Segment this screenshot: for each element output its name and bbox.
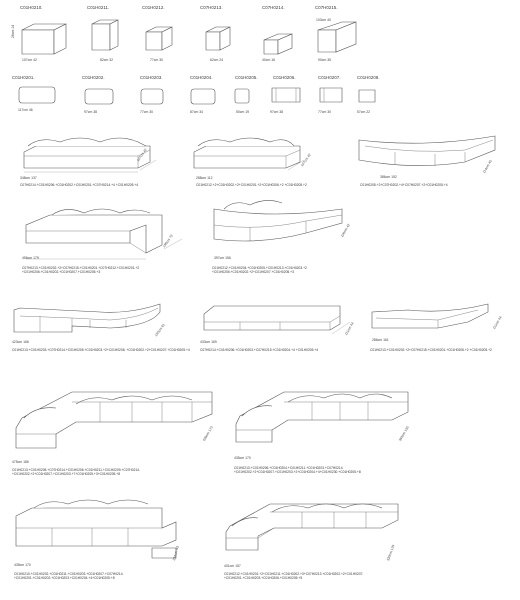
configuration-caption: C01H0212.+C01H0201.+2+C01H0211.+C01H0202.+3+C07H0213.+C01H0202.+2+C01H0207. +C01H0201.+C01H0203.+C01H0206.+C01H0205.+5 [224, 572, 364, 581]
configuration-caption: C07H0213.+C01H0202.+2+C07H0215.+C01H0201.+C07H0212.+C01H0201.+2 +C01H0206.+C01H0202.+C01H0207.+C01H0205.+3 [22, 266, 140, 275]
sofa-drawing [20, 128, 170, 176]
depth-dimension: 114cm 45 [482, 159, 493, 174]
configuration-caption: C01H0213.+C01H0205.+C07H0214.+C01H0206.+C01H0211.+C01H0209.+C07H0214. +C01H0202.+2+C01H0207.+C01H0203.+7+C01H0205.+3+C01H0205.+8 [12, 468, 141, 477]
depth-dimension: 107cm 42 [136, 147, 148, 163]
module-drawing [357, 88, 379, 108]
width-dimension: 433cm 169 [200, 340, 217, 344]
sofa-drawing [12, 378, 222, 458]
depth-dimension: 330cm 129 [386, 544, 396, 562]
width-dimension: 475cm 186 [12, 460, 29, 464]
module-dimension: 90cm 35 [318, 58, 332, 62]
configuration-caption: C01H0210.+C01H0202.+C01H0211.+C01H0203.+C01H0207.+C07H0214. +C01H0201.+C01H0202.+C01H0203.+C01H0204.+4+C01H0205.+8 [14, 572, 124, 581]
sofa-drawing [22, 205, 192, 259]
module-dimension: 77cm 30 [150, 58, 164, 62]
configuration-caption: C01H0212.+2+C01H0202.+2+C01H0201.+2+C01H0206.+2 +C01H0205.+2 [196, 183, 307, 187]
depth-dimension: 155cm 61 [154, 322, 166, 338]
module-code: C01H0205. [235, 75, 258, 80]
sofa-drawing [190, 130, 320, 176]
sofa-drawing [232, 380, 422, 454]
module-code: C07H0214. [262, 5, 285, 10]
configuration-caption: C01H0213.+C01H0203.+C07H0214.+C01H0205.+C01H0203.+2+C01H0208. +C01H0202.+2+C01H0207.+C01H0205.+4 [12, 348, 190, 352]
width-dimension: 288cm 112 [196, 176, 213, 180]
module-dimension: 97cm 38 [270, 110, 284, 114]
module-code: C01H0210. [20, 5, 43, 10]
width-dimension: 435cm 170 [234, 456, 251, 460]
module-drawing [316, 18, 376, 58]
module-code: C01H0208. [357, 75, 380, 80]
depth-dimension: 107cm 42 [300, 152, 312, 168]
module-dimension: 77cm 30 [318, 110, 332, 114]
configuration-caption: C01H0213.+C01H0202.+2+C07H0215.+C01H0201.+C01H0206.+2 +C01H0205.+2 [370, 348, 492, 352]
module-drawing [90, 18, 130, 58]
width-dimension: 435cm 170 [14, 563, 31, 567]
module-dimension: 77cm 30 [140, 110, 154, 114]
module-drawing [234, 88, 256, 108]
width-dimension: 456cm 179 [22, 256, 39, 260]
module-drawing [262, 32, 312, 58]
sofa-drawing [200, 300, 360, 342]
depth-dimension: 393cm 155 [398, 425, 410, 442]
module-code: C01H0207. [318, 75, 341, 80]
depth-dimension: 234cm 93 [172, 545, 180, 562]
module-dimension: 82cm 32 [100, 58, 114, 62]
module-dimension: 103cm 40 [316, 18, 331, 22]
module-dimension: 87cm 34 [190, 110, 204, 114]
width-dimension: 286cm 161 [372, 338, 389, 342]
module-dimension: 50cm 19 [236, 110, 250, 114]
module-drawing [144, 24, 184, 58]
module-code: C07H0213. [200, 5, 223, 10]
module-code: C01H0202. [82, 75, 105, 80]
configuration-caption: C01H0213.+C01H0206.+C01H0204.+C01H0211.+C01H0203.+C07H0214. +C01H0202.+2+C01H0207.+C01H0203.+2+C01H0204.+4+C01H0230.+C01H0205.+8 [234, 466, 361, 475]
module-drawing [204, 24, 244, 58]
module-dimension: 117cm 46 [18, 108, 33, 112]
module-drawing [20, 18, 80, 58]
module-dimension: 57cm 22 [357, 110, 371, 114]
module-drawing [140, 88, 168, 108]
module-dimension: 40cm 16 [262, 58, 276, 62]
module-dimension: 62cm 24 [210, 58, 224, 62]
module-drawing [190, 88, 222, 108]
sofa-drawing [368, 300, 508, 342]
depth-dimension: 111cm 44 [344, 321, 355, 336]
module-drawing [270, 86, 306, 108]
module-code: C01H0201. [12, 75, 35, 80]
width-dimension: 397cm 156 [214, 256, 231, 260]
configuration-caption: C01H0205.+2+C07H0202.+4+C07H0207.+2+C01H0205.+4 [360, 183, 448, 187]
width-dimension: 423cm 166 [12, 340, 29, 344]
module-code: C07H0215. [315, 5, 338, 10]
sofa-drawing [222, 488, 412, 562]
module-code: C01H0212. [142, 5, 165, 10]
configuration-caption: C07H0214.+C01H0206.+C01H0203.+C07H0215.+C01H0204.+4 +C01H0205.+4 [200, 348, 319, 352]
depth-dimension: 106cm 42 [340, 223, 351, 238]
sofa-drawing [210, 195, 360, 253]
configuration-caption: C07H0214.+C01H0206.+C01H0202.+C01H0201.+C07H0214.+4 +C01H0205.+4 [20, 183, 139, 187]
module-drawing [18, 86, 62, 108]
configuration-caption: C01H0212.+C01H0204.+C01H0205.+C01H0213.+C01H0203.+2 +C01H0206.+C01H0202.+2+C01H0207.+C01H0205.+3 [212, 266, 307, 275]
module-drawing [318, 86, 348, 108]
depth-dimension: 439cm 173 [202, 425, 214, 442]
module-code: C01H0211. [87, 5, 110, 10]
width-dimension: 348cm 137 [20, 176, 37, 180]
depth-dimension: 111cm 44 [492, 315, 503, 330]
module-dimension: 107cm 42 [22, 58, 37, 62]
width-dimension: 386cm 152 [380, 175, 397, 179]
module-code: C01H0204. [190, 75, 213, 80]
module-dimension: 26cm 14 [11, 24, 15, 38]
depth-dimension: 186cm 73 [162, 233, 174, 249]
module-code: C01H0206. [273, 75, 296, 80]
module-code: C01H0203. [140, 75, 163, 80]
module-dimension: 97cm 38 [84, 110, 98, 114]
width-dimension: 401cm 157 [224, 564, 241, 568]
module-drawing [84, 88, 120, 108]
